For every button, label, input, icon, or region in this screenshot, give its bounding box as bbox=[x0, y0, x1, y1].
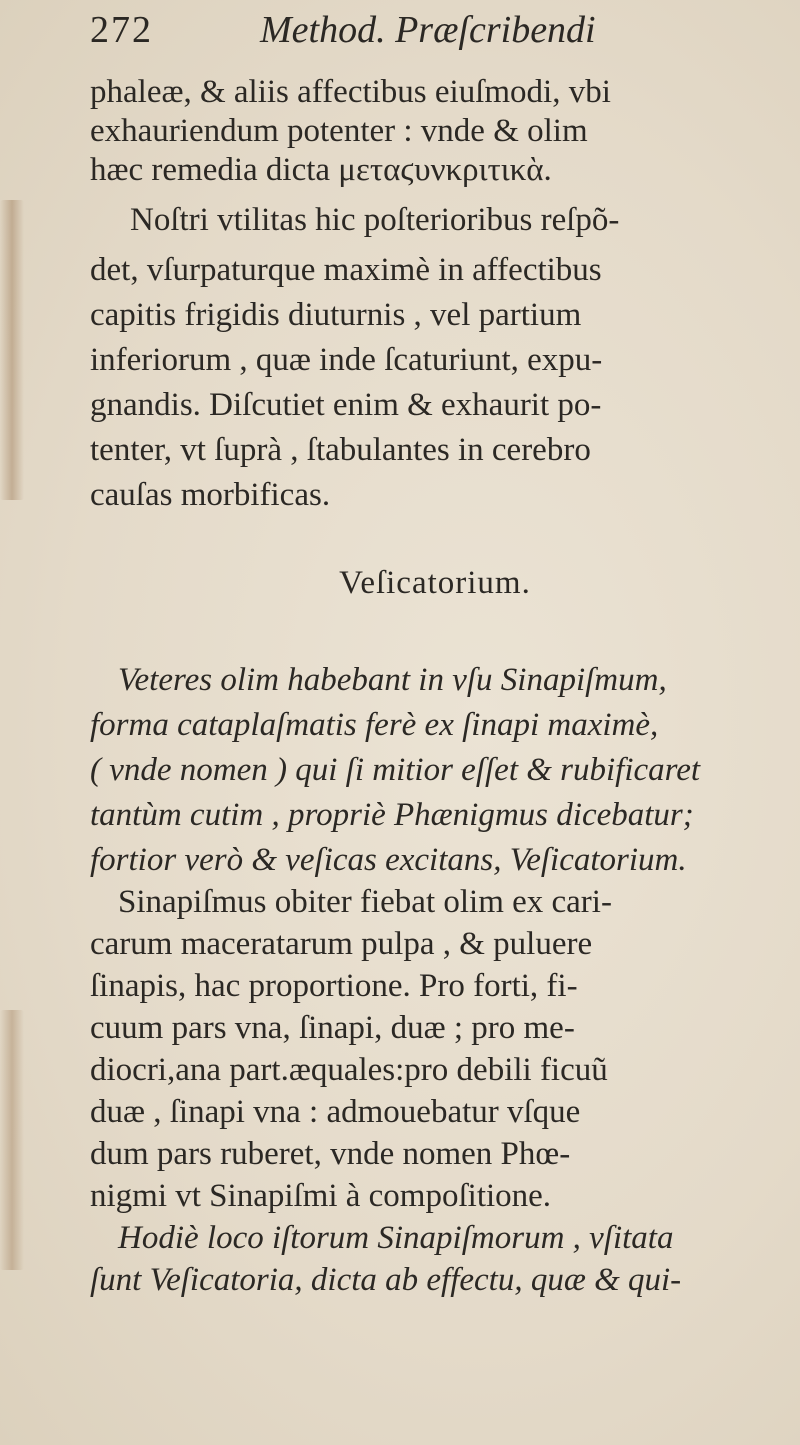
section-heading: Veſicatorium. bbox=[339, 565, 531, 601]
text-line: tenter, vt ſuprà , ſtabulantes in cerebro bbox=[90, 432, 591, 468]
text-line: diocri,ana part.æquales:pro debili ficuũ bbox=[90, 1052, 608, 1088]
text-line: phaleæ, & aliis affectibus eiuſmodi, vbi bbox=[90, 74, 611, 110]
text-line: Noſtri vtilitas hic poſterioribus reſpõ- bbox=[130, 202, 620, 238]
text-line: hæc remedia dicta μεταϛυνκριτικὰ. bbox=[90, 152, 552, 188]
page-header bbox=[90, 8, 770, 68]
running-head: Method. Præſcribendi bbox=[260, 9, 596, 51]
page-stain bbox=[0, 200, 24, 500]
text-line: dum pars ruberet, vnde nomen Phœ- bbox=[90, 1136, 571, 1172]
text-line: ſinapis, hac proportione. Pro forti, fi- bbox=[90, 968, 578, 1004]
text-line: gnandis. Diſcutiet enim & exhaurit po- bbox=[90, 387, 602, 423]
text-line: duæ , ſinapi vna : admouebatur vſque bbox=[90, 1094, 581, 1130]
italic-line: tantùm cutim , propriè Phænigmus dicebatur; bbox=[90, 797, 694, 833]
italic-line: forma cataplaſmatis ferè ex ſinapi maximè, bbox=[90, 707, 659, 743]
page-stain bbox=[0, 1010, 24, 1270]
text-line: inferiorum , quæ inde ſcaturiunt, expu- bbox=[90, 342, 603, 378]
text-line: nigmi vt Sinapiſmi à compoſitione. bbox=[90, 1178, 552, 1214]
text-line: det, vſurpaturque maximè in affectibus bbox=[90, 252, 602, 288]
italic-line: ( vnde nomen ) qui ſi mitior eſſet & rubificaret bbox=[90, 752, 701, 788]
text-line: exhauriendum potenter : vnde & olim bbox=[90, 113, 588, 149]
italic-line: fortior verò & veſicas excitans, Veſicatorium. bbox=[90, 842, 687, 878]
italic-line: ſunt Veſicatoria, dicta ab effectu, quæ & qui- bbox=[90, 1262, 682, 1298]
text-line: cuum pars vna, ſinapi, duæ ; pro me- bbox=[90, 1010, 575, 1046]
text-line: capitis frigidis diuturnis , vel partium bbox=[90, 297, 582, 333]
page-number: 272 bbox=[90, 9, 153, 51]
italic-line: Veteres olim habebant in vſu Sinapiſmum, bbox=[118, 662, 667, 698]
italic-line: Hodiè loco iſtorum Sinapiſmorum , vſitata bbox=[118, 1220, 674, 1256]
text-line: Sinapiſmus obiter fiebat olim ex cari- bbox=[118, 884, 612, 920]
text-line: cauſas morbificas. bbox=[90, 477, 331, 513]
text-line: carum maceratarum pulpa , & puluere bbox=[90, 926, 593, 962]
